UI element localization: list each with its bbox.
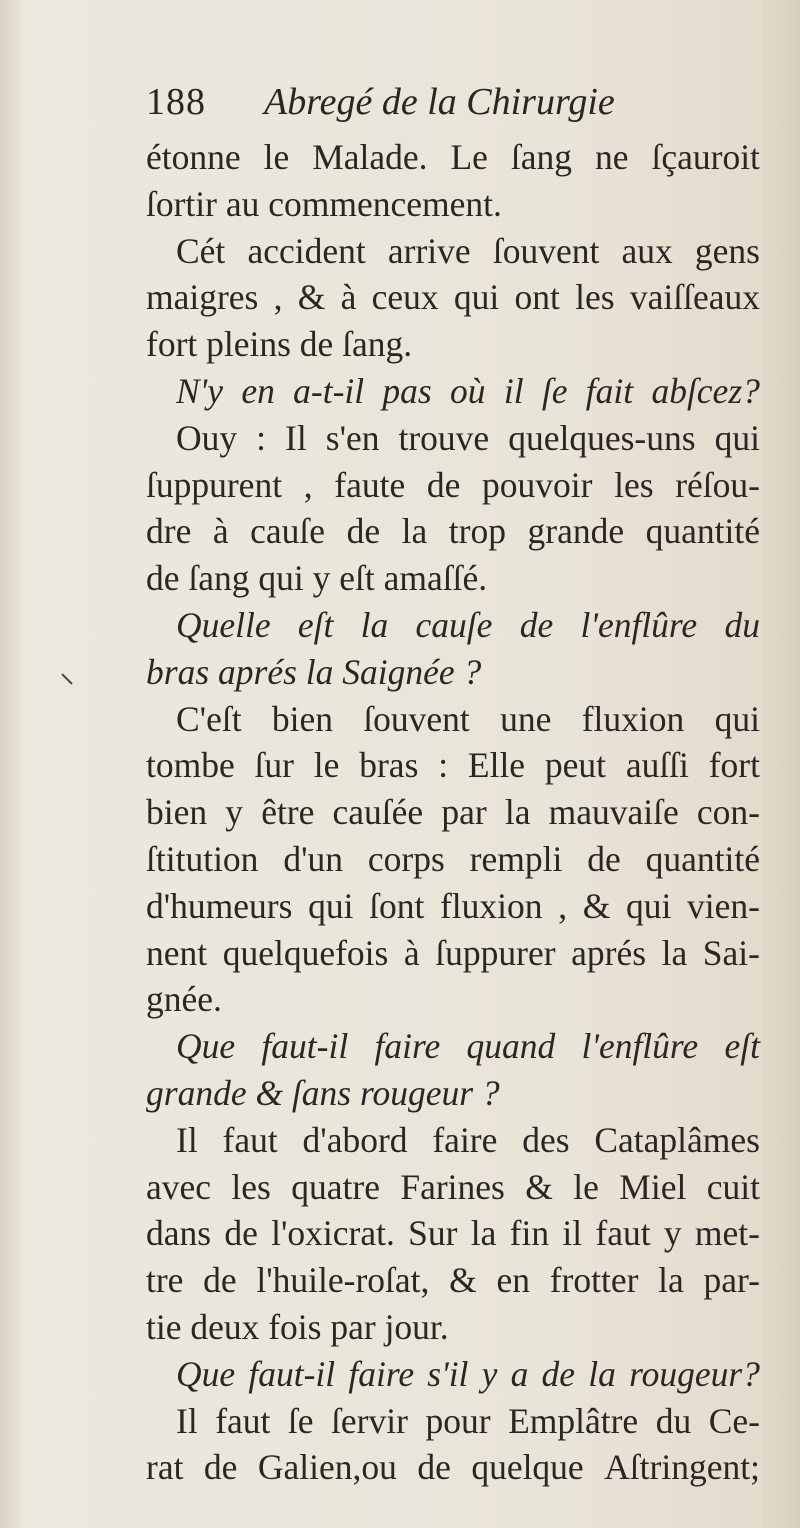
page-gutter-shadow — [0, 0, 22, 1528]
text-line: dre à cauſe de la trop grande quantité — [146, 511, 760, 552]
text-line: d'humeurs qui ſont fluxion , & qui vien- — [146, 885, 760, 926]
question-line: bras aprés la Saignée ? — [146, 651, 482, 692]
text-line: tie deux fois par jour. — [146, 1306, 449, 1347]
margin-mark — [61, 673, 72, 684]
text-line: Il faut ſe ſervir pour Emplâtre du Ce- — [176, 1400, 760, 1441]
running-title: Abregé de la Chirurgie — [264, 81, 615, 123]
body-text — [146, 134, 760, 1491]
question-line: Quelle eſt la cauſe de l'enflûre du — [176, 604, 760, 645]
text-line: nent quelquefois à ſuppurer aprés la Sai- — [146, 932, 760, 973]
page-header — [146, 80, 756, 132]
text-line: de ſang qui y eſt amaſſé. — [146, 558, 488, 599]
text-line: C'eſt bien ſouvent une fluxion qui — [176, 698, 760, 739]
text-line: ſuppurent , faute de pouvoir les réſou- — [146, 464, 760, 505]
text-line: étonne le Malade. Le ſang ne ſçauroit — [146, 137, 760, 177]
question-line: grande & ſans rougeur ? — [146, 1072, 500, 1113]
text-line: ſortir au commencement. — [146, 183, 502, 224]
text-line: tombe ſur le bras : Elle peut auſſi fort — [146, 745, 760, 786]
text-line: fort pleins de ſang. — [146, 324, 413, 365]
question-line: Que faut-il faire quand l'enflûre eſt — [176, 1026, 760, 1067]
text-line: rat de Galien,ou de quelque Aſtringent; — [146, 1447, 760, 1488]
text-line: bien y être cauſée par la mauvaiſe con- — [146, 792, 760, 833]
text-line: tre de l'huile-roſat, & en frotter la par- — [146, 1260, 760, 1301]
text-line: dans de l'oxicrat. Sur la fin il faut y met- — [146, 1213, 760, 1254]
text-line: ſtitution d'un corps rempli de quantité — [146, 838, 760, 879]
question-line: Que faut-il faire s'il y a de la rougeur? — [176, 1353, 760, 1394]
page-number: 188 — [146, 81, 206, 123]
text-line: avec les quatre Farines & le Miel cuit — [146, 1166, 760, 1207]
question-line: N'y en a-t-il pas où il ſe fait abſcez? — [176, 370, 760, 411]
text-line: Il faut d'abord faire des Cataplâmes — [176, 1119, 760, 1160]
text-line: maigres , & à ceux qui ont les vaiſſeaux — [146, 277, 760, 318]
text-line: Ouy : Il s'en trouve quelques-uns qui — [176, 417, 760, 458]
text-line: gnée. — [146, 979, 222, 1020]
text-line: Cét accident arrive ſouvent aux gens — [176, 230, 760, 271]
